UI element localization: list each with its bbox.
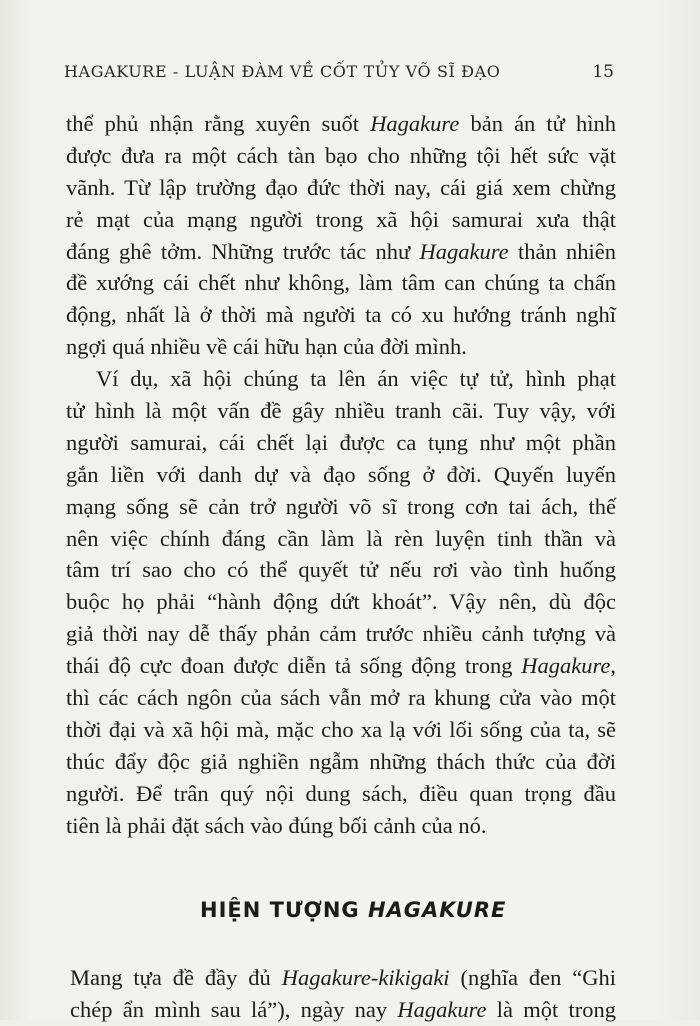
body-text-continued [70,962,616,1026]
section-heading: HIỆN TƯỢNG HAGAKURE [200,898,507,922]
text-line: thúc đẩy độc giả nghiền ngẫm những thách thức của đời [66,748,616,774]
text-line: thời đại và xã hội mà, mặc cho xa lạ với lối sống của ta, sẽ [66,716,616,742]
text-line: ngợi quá nhiều về cái hữu hạn của đời mình. [66,334,467,360]
text-line: tử hình là một vấn đề gây nhiều tranh cãi. Tuy vậy, với [66,398,616,424]
text-line: vãnh. Từ lập trường đạo đức thời nay, cái giá xem chừng [66,174,616,200]
text-line: tâm trí sao cho có thể quyết tử nếu rơi vào tình huống [66,557,616,583]
text-line: rẻ mạt của mạng người trong xã hội samurai xưa thật [66,206,616,232]
text-line: thì các cách ngôn của sách vẫn mở ra khung cửa vào một [66,685,616,711]
page-number: 15 [592,62,614,82]
text-line: giả thời nay dễ thấy phản cảm trước nhiều cảnh tượng và [66,621,616,647]
text-line: Mang tựa đề đầy đủ Hagakure-kikigaki (nghĩa đen “Ghi [70,965,616,990]
text-line: đáng ghê tởm. Những trước tác như Hagakure thản nhiên [66,238,616,264]
text-line: mạng sống sẽ cản trở người võ sĩ trong cơn tai ách, thế [66,493,616,519]
text-line: được đưa ra một cách tàn bạo cho những tội hết sức vặt [66,142,616,168]
text-line: thể phủ nhận rằng xuyên suốt Hagakure bản án tử hình [66,111,617,136]
text-line: người samurai, cái chết lại được ca tụng như một phần [66,429,616,455]
body-text [66,108,616,841]
text-line: chép ẩn mình sau lá”), ngày nay Hagakure là một trong [70,996,616,1022]
running-title: HAGAKURE - LUẬN ĐÀM VỀ CỐT TỦY VÕ SĨ ĐẠO [64,62,501,81]
text-line: buộc họ phải “hành động dứt khoát”. Vậy nên, dù độc [66,589,616,615]
text-line: nên việc chính đáng cần làm là rèn luyện tinh thần và [66,525,616,551]
text-line: người. Để trân quý nội dung sách, điều quan trọng đầu [66,780,616,806]
text-line: tiên là phải đặt sách vào đúng bối cảnh của nó. [66,812,487,838]
text-line: thái độ cực đoan được diễn tả sống động trong Hagakure, [66,653,616,679]
text-line: gắn liền với danh dự và đạo sống ở đời. Quyến luyến [66,461,616,487]
running-head [64,62,614,88]
text-line: động, nhất là ở thời mà người ta có xu hướng tránh nghĩ [66,302,616,328]
text-line: Ví dụ, xã hội chúng ta lên án việc tự tử, hình phạt [96,366,616,392]
text-line: đề xướng cái chết như không, làm tâm can chúng ta chấn [66,270,616,296]
